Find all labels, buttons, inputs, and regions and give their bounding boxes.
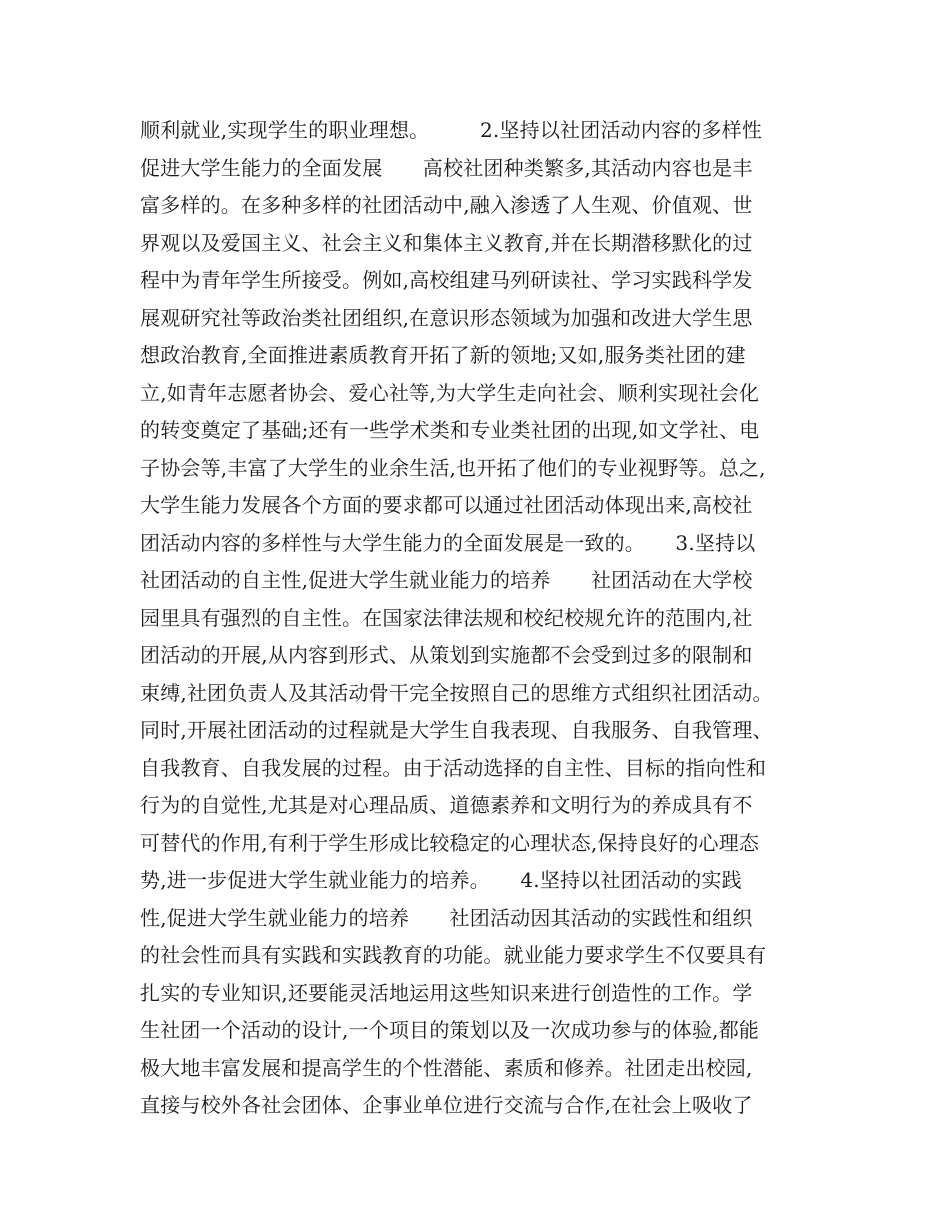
text-line: 界观以及爱国主义、社会主义和集体主义教育,并在长期潜移默化的过 bbox=[140, 230, 753, 255]
text-line: 束缚,社团负责人及其活动骨干完全按照自己的思维方式组织社团活动。 bbox=[140, 680, 773, 705]
text-line: 同时,开展社团活动的过程就是大学生自我表现、自我服务、自我管理、 bbox=[140, 718, 773, 742]
text-line: 大学生能力发展各个方面的要求都可以通过社团活动体现出来,高校社 bbox=[140, 493, 753, 517]
body-text bbox=[140, 112, 825, 1125]
text-line: 行为的自觉性,尤其是对心理品质、道德素养和文明行为的养成具有不 bbox=[140, 793, 753, 817]
text-line: 的转变奠定了基础;还有一些学术类和专业类社团的出现,如文学社、电 bbox=[140, 418, 760, 442]
text-line: 自我教育、自我发展的过程。由于活动选择的自主性、目标的指向性和 bbox=[140, 755, 767, 780]
text-line: 团活动的开展,从内容到形式、从策划到实施都不会受到过多的限制和 bbox=[140, 643, 753, 667]
text-line: 扎实的专业知识,还要能灵活地运用这些知识来进行创造性的工作。学 bbox=[140, 980, 753, 1005]
text-line: 园里具有强烈的自主性。在国家法律法规和校纪校规允许的范围内,社 bbox=[140, 605, 753, 630]
text-line: 团活动内容的多样性与大学生能力的全面发展是一致的。 3.坚持以 bbox=[140, 530, 756, 555]
text-line: 的社会性而具有实践和实践教育的功能。就业能力要求学生不仅要具有 bbox=[140, 943, 767, 967]
text-line: 极大地丰富发展和提高学生的个性潜能、素质和修养。社团走出校园, bbox=[140, 1055, 753, 1080]
text-line: 社团活动的自主性,促进大学生就业能力的培养 社团活动在大学校 bbox=[140, 568, 753, 592]
text-line: 子协会等,丰富了大学生的业余生活,也开拓了他们的专业视野等。总之, bbox=[140, 455, 766, 480]
text-line: 直接与校外各社会团体、企事业单位进行交流与合作,在社会上吸收了 bbox=[140, 1093, 753, 1117]
text-line: 势,进一步促进大学生就业能力的培养。 4.坚持以社团活动的实践 bbox=[140, 868, 742, 892]
text-line: 立,如青年志愿者协会、爱心社等,为大学生走向社会、顺利实现社会化 bbox=[140, 380, 760, 405]
text-line: 展观研究社等政治类社团组织,在意识形态领域为加强和改进大学生思 bbox=[140, 305, 753, 330]
text-line: 性,促进大学生就业能力的培养 社团活动因其活动的实践性和组织 bbox=[140, 905, 753, 930]
text-line: 顺利就业,实现学生的职业理想。 2.坚持以社团活动内容的多样性 bbox=[140, 118, 763, 142]
text-line: 程中为青年学生所接受。例如,高校组建马列研读社、学习实践科学发 bbox=[140, 268, 753, 292]
text-line: 富多样的。在多种多样的社团活动中,融入渗透了人生观、价值观、世 bbox=[140, 193, 753, 217]
text-line: 可替代的作用,有利于学生形成比较稳定的心理状态,保持良好的心理态 bbox=[140, 830, 760, 855]
text-line: 想政治教育,全面推进素质教育开拓了新的领地;又如,服务类社团的建 bbox=[140, 343, 746, 367]
text-line: 生社团一个活动的设计,一个项目的策划以及一次成功参与的体验,都能 bbox=[140, 1018, 760, 1042]
text-line: 促进大学生能力的全面发展 高校社团种类繁多,其活动内容也是丰 bbox=[140, 155, 753, 180]
